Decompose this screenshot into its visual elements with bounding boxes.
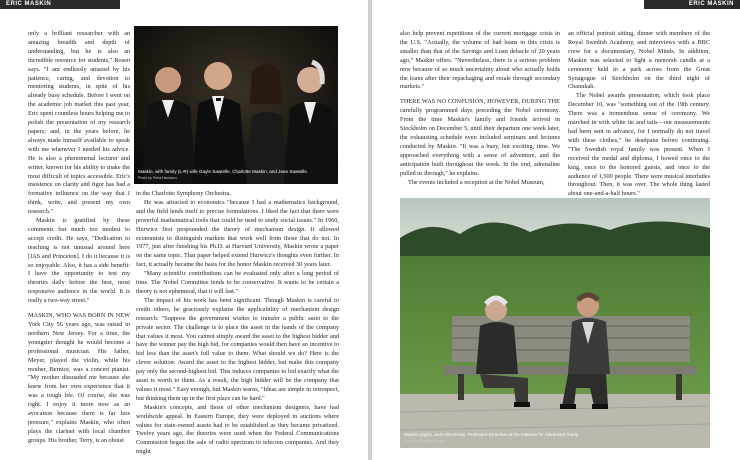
bench-photo-caption <box>404 432 704 444</box>
photo-credit: Photo by Christine Ferrara <box>404 439 446 443</box>
paragraph: The Nobel awards presentation, which took place December 10, was "something out of the 19th century. There was a tremendous sense of ceremony. We marched in with white tie and tails—our measurements had been sent in advance, for I normally do not travel with these clothes," he deadpans before continuing. "The Swedish royal family was present. When I received the medal and diploma, I bowed once to the king, once to the honored guests, and once to the audience of 1,500 people. There were musical interludes throughout. Then, it was over. The whole thing lasted about one-and-a-half hours." <box>568 92 710 198</box>
paragraph: "Many scientific contributions can be evaluated only after a long period of time. The Nobel Committee tends to be conservative. It wants to be certain a theory is not ephemeral, that it will last." <box>136 270 339 295</box>
running-header-left: ERIC MASKIN <box>0 0 120 9</box>
left-column-2 <box>136 190 339 457</box>
paragraph: MASKIN, WHO WAS BORN IN NEW York City 56 years ago, was raised in northern New Jersey. For a time, the youngster thought he would become a professional musician. His father, Meyer, played the violin, while his mother, Bernice, was a concert pianist. "My mother dissuaded me because she knew from her own experience that it was a tough life. Of course, she was right. I enjoy it more now as an avocation because there is far less pressure," explains Maskin, who often plays the clarinet with local chamber groups. His brother, Terry, is an oboist <box>28 312 130 444</box>
family-photo <box>134 26 338 184</box>
paragraph: The impact of his work has been significant. Though Maskin is careful to credit others, he graciously explains the applicability of mechanism design research: "Suppose the government wishes to transfer a public asset to the private sector. The challenge is to place the asset in the hands of the company that values it most. You cannot simply award the asset to the highest bidder and have the winner pay the high bid, for companies would then have an incentive to bid less than the asset's full value to them. What should we do? Here is the clever solution: Award the asset to the highest bidder, but make this company pay only the second-highest bid. This induces companies to bid exactly what the asset is worth to them. As a result, the high bidder will be the company that values it most." Easy enough, but Maskin warns, "Ideas are simple in retrospect, but thinking them up in the first place can be hard." <box>136 296 339 402</box>
paragraph: Maskin's concepts, and those of other mechanism designers, have had worldwide appeal. In Eastern Europe, they were deployed in auctions where values for state-owned assets had to be established as they became privatized. Twelve years ago, the theories were used when the Federal Communications Commission began the sale of radio spectrum to telecom companies. And they might <box>136 403 339 456</box>
right-column-1 <box>400 30 560 187</box>
paragraph: also help prevent repetitions of the current mortgage crisis in the U.S. "Actually, the volume of bad loans in this crisis is smaller than that of the Savings and Loan debacle of 20 years ago," Maskin offers. "Nevertheless, there is a serious problem now because of so much uncertainty about who actually holds the loans after their repackaging and resale through secondary markets." <box>400 30 560 91</box>
paragraph: Maskin is gratified by these comments but much too modest to accept credit. He says, "Dedication to teaching is not unusual around here [IAS and Princeton]. I do it because it is so enjoyable. Also, it has a side benefit: I have the opportunity to test my theories daily before the best, most responsive audience in the world. It is really a two-way street." <box>28 217 130 305</box>
left-page <box>0 0 368 460</box>
right-page <box>372 0 740 460</box>
photo-credit: Photo by Petra Harmann <box>138 176 177 180</box>
paragraph: only a brilliant researcher with an amazing breadth and depth of understanding, but he is also an incredible resource for students," Rosen says. "I am endlessly amazed by his patience, caring, and devotion to mentoring students, in spite of his already busy schedule. Before I went on the academic job market this past year, Eric spent countless hours helping me to polish the presentation of my research papers; and, in the years before, he always made himself available to speak with me whenever I needed his advice. He is also a phenomenal lecturer and writer, known for his ability to make the most difficult of topics accessible. Eric's insistence on clarity and rigor has had a formative influence on the way that I think, write, and present my own research." <box>28 30 130 216</box>
family-photo-illustration <box>134 26 338 184</box>
running-header-right: ERIC MASKIN <box>644 0 740 9</box>
caption-text: Maskin (right), and Hirschman, Professor Emeritus at the Institute for Advanced Study. <box>404 432 580 437</box>
bench-photo <box>400 198 710 448</box>
caption-text: Maskin, with family (L-R) wife Gayle Sawtelle, Charlotte Maskin, and Jean Sawtelle. <box>138 169 309 174</box>
paragraph: The events included a reception at the Nobel Museum, <box>408 178 545 186</box>
paragraph: He was attracted to economics "because I had a mathematics background, and the field lends itself to precise formulations. I liked the fact that there were powerful mathematical tools that could be used to study social issues." In 1960, Hurwicz first propounded the theory of mechanism design. It allowed economists to distinguish markets that work well from those that do not. In 1977, just after finishing his Ph.D. at Harvard University, Maskin wrote a paper on the same topic. That paper helped extend Hurwicz's thoughts even further. In fact, it actually became the basis for the honor Maskin received 30 years later. <box>136 198 339 269</box>
family-photo-caption <box>138 169 334 181</box>
left-column-1 <box>28 30 130 446</box>
paragraph: THERE WAS NO CONFUSION, HOWEVER, DURING THE carefully programmed days preceding the Nobel ceremony. From the time Maskin's family and friends arrived in Stockholm on December 5, until their departure one week later, the exhausting schedule even included seminars and lectures conducted by Maskin. "It was a busy, but exciting, time. We approached everything with a sense of adventure, and the anticipation built throughout the week. In the end, adrenaline pulled us through," he explains. <box>400 98 560 177</box>
paragraph: in the Charlotte Symphony Orchestra. <box>136 190 231 197</box>
right-column-2 <box>568 30 710 217</box>
paragraph: an official portrait sitting, dinner with members of the Royal Swedish Academy, and interviews with a BBC crew for a documentary, Nobel Minds. In addition, Maskin was selected to light a menorah candle at a ceremony held in a park across from the Great Synagogue of Stockholm on the third night of Chanukah. <box>568 30 710 91</box>
bench-photo-illustration <box>400 198 710 448</box>
